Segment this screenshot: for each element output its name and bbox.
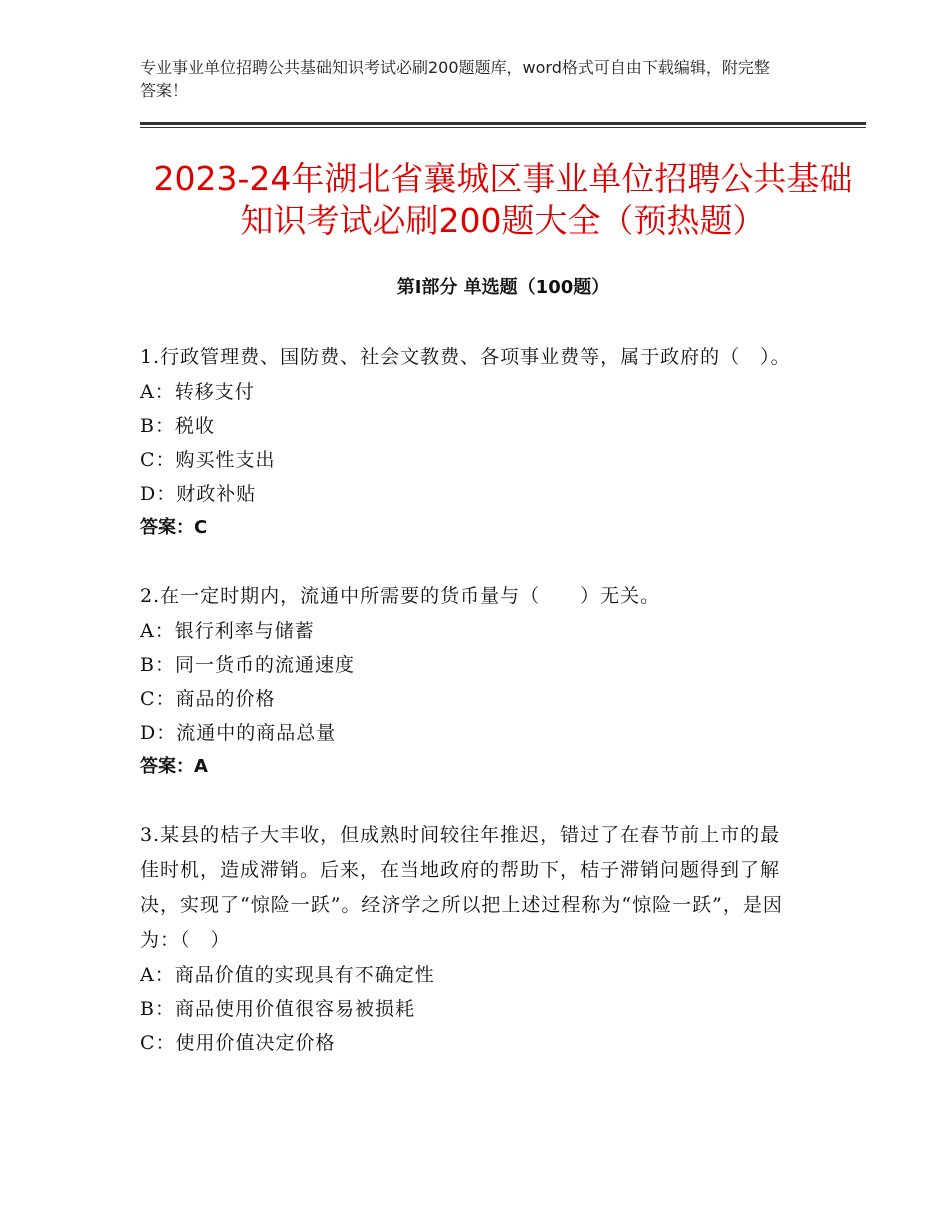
header-rule-thin	[140, 127, 866, 128]
option-c: C：使用价值决定价格	[140, 1032, 336, 1054]
option-c: C：商品的价格	[140, 688, 276, 710]
option-d: D：财政补贴	[140, 483, 257, 505]
option-a: A：商品价值的实现具有不确定性	[140, 964, 435, 986]
question-list	[140, 340, 800, 1094]
answer: 答案：A	[140, 756, 208, 777]
question-1	[140, 340, 800, 545]
option-b: B：同一货币的流通速度	[140, 654, 355, 676]
option-c: C：购买性支出	[140, 449, 276, 471]
option-a: A：银行利率与储蓄	[140, 620, 315, 642]
section-heading: 第Ⅰ部分 单选题（100题）	[396, 277, 610, 298]
question-stem: 2.在一定时期内，流通中所需要的货币量与（ ）无关。	[140, 585, 661, 607]
answer: 答案：C	[140, 517, 208, 538]
question-stem: 1.行政管理费、国防费、社会文教费、各项事业费等，属于政府的（ ）。	[140, 346, 791, 368]
option-a: A：转移支付	[140, 381, 255, 403]
document-title: 2023-24年湖北省襄城区事业单位招聘公共基础知识考试必刷200题大全（预热题）	[153, 159, 853, 240]
option-b: B：商品使用价值很容易被损耗	[140, 998, 415, 1020]
header-rule-thick	[140, 122, 866, 125]
question-3	[140, 818, 800, 1060]
option-d: D：流通中的商品总量	[140, 722, 337, 744]
question-2	[140, 579, 800, 784]
option-b: B：税收	[140, 415, 215, 437]
header-note: 专业事业单位招聘公共基础知识考试必刷200题题库，word格式可自由下载编辑，附完整答案！	[140, 58, 770, 100]
question-stem: 3.某县的桔子大丰收，但成熟时间较往年推迟，错过了在春节前上市的最佳时机，造成滞销。后来，在当地政府的帮助下，桔子滞销问题得到了解决，实现了“惊险一跃”。经济学之所以把上述过程称为“惊险一跃”，是因为：（ ）	[140, 824, 783, 951]
